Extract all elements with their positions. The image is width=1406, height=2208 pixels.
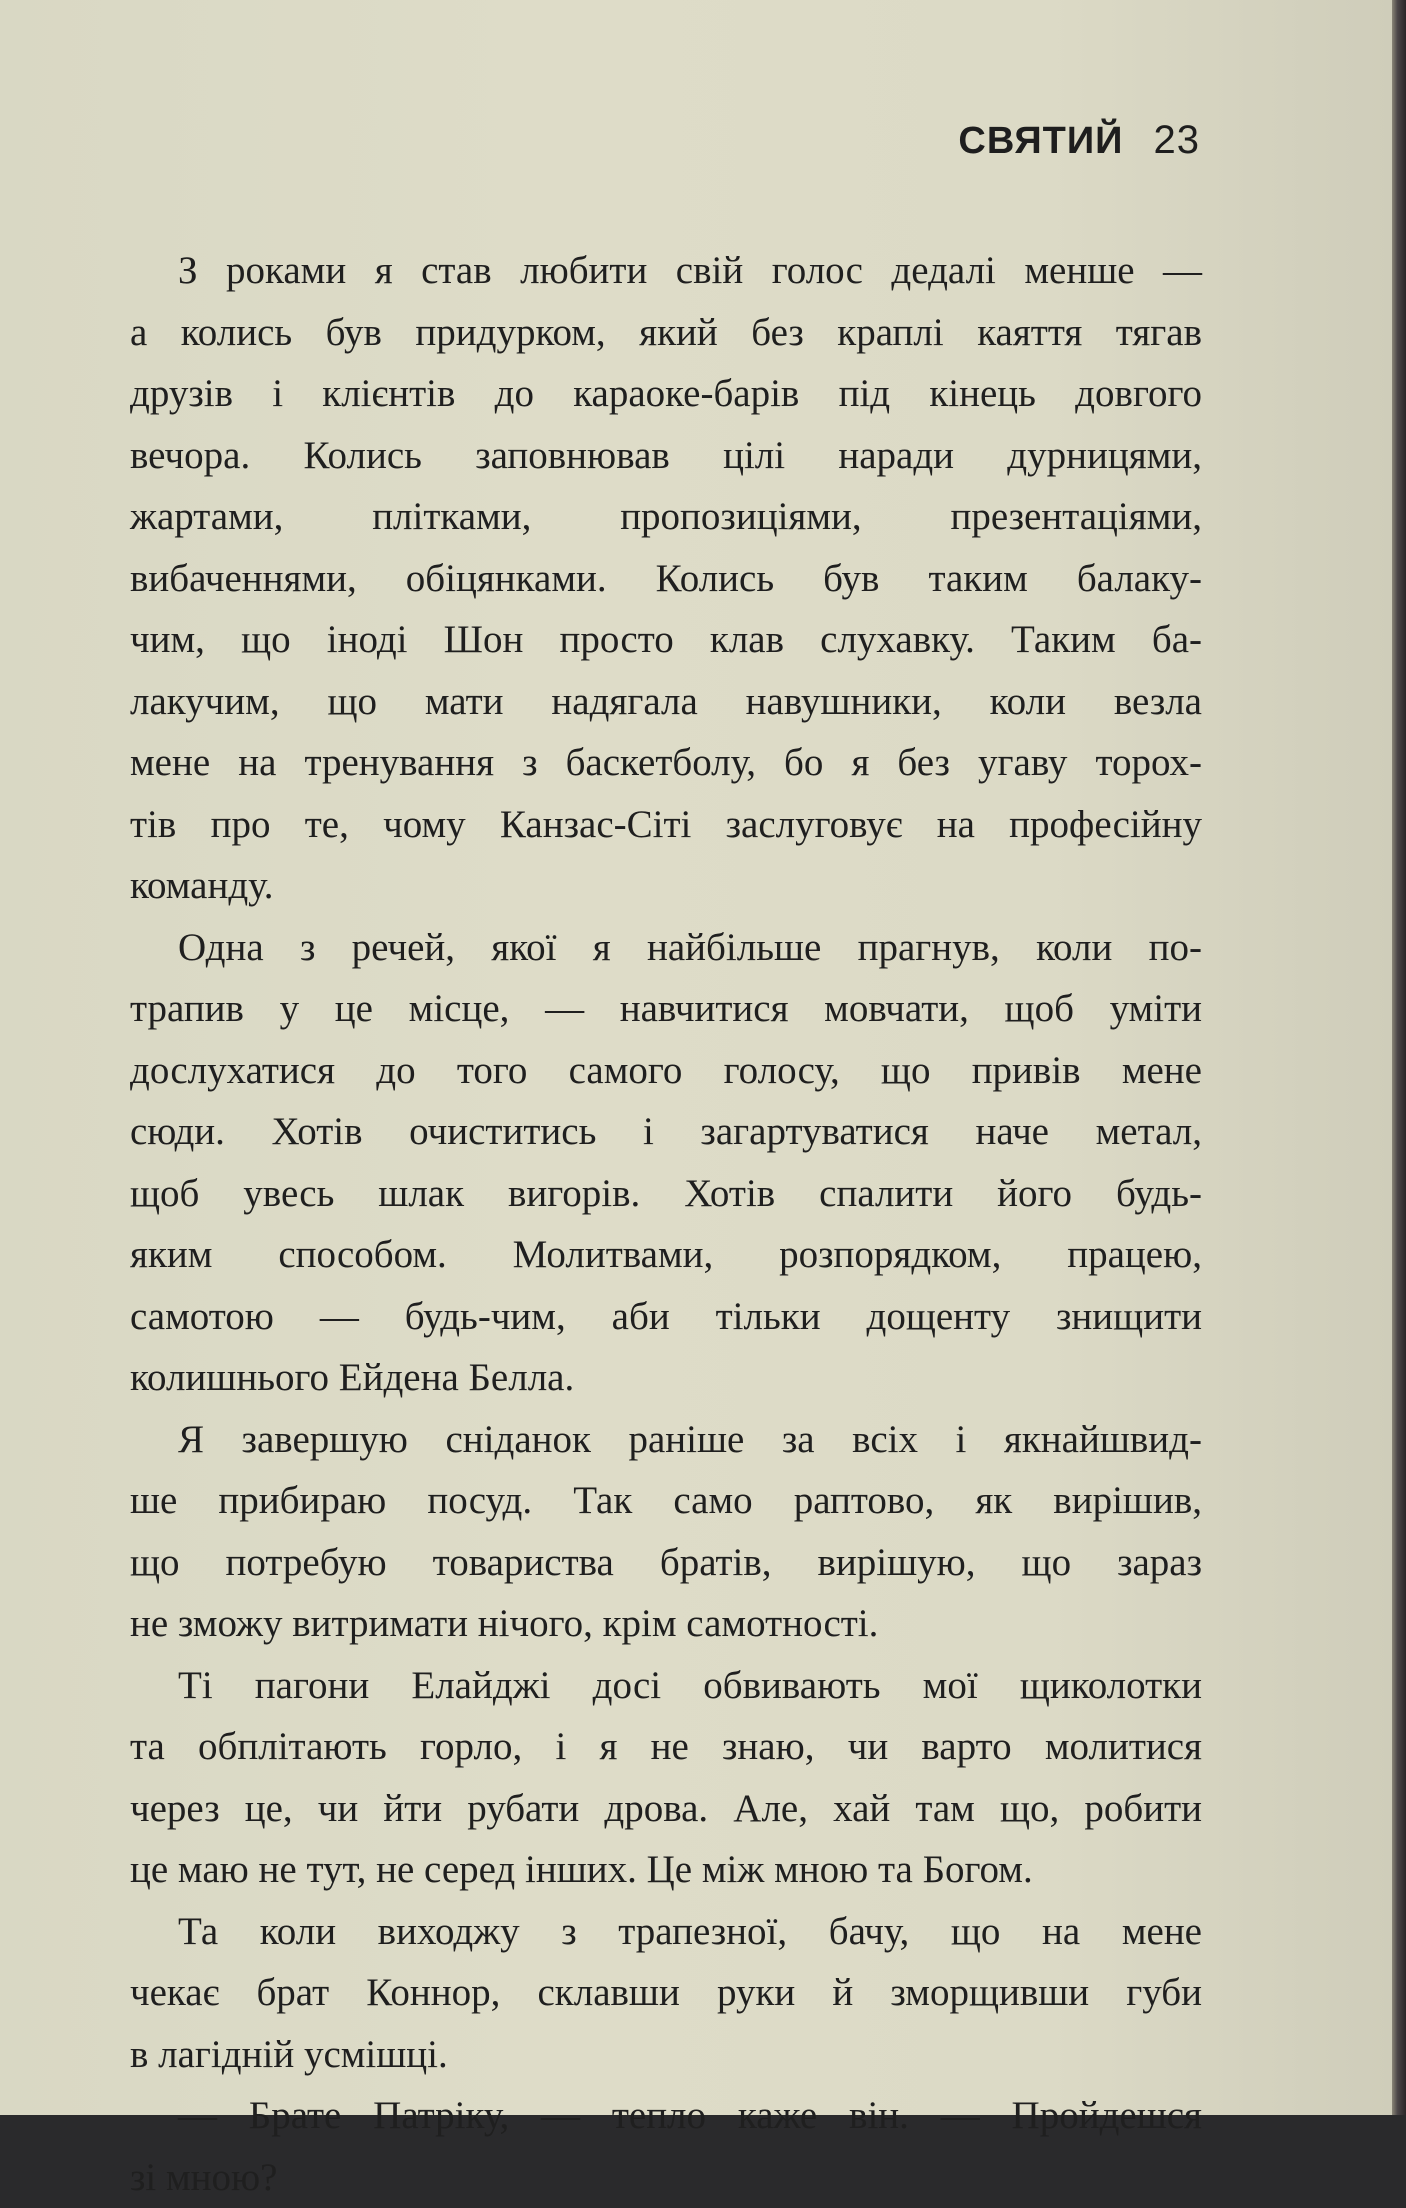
paragraph xyxy=(130,1409,1202,1655)
paragraph xyxy=(130,2085,1202,2208)
text-line: З роками я став любити свій голос дедалі менше — xyxy=(130,240,1202,302)
text-line: Ті пагони Елайджі досі обвивають мої щиколотки xyxy=(130,1655,1202,1717)
text-line: в лагідній усмішці. xyxy=(130,2024,1202,2086)
text-line: що потребую товариства братів, вирішую, що зараз xyxy=(130,1532,1202,1594)
text-line: самотою — будь-чим, аби тільки дощенту знищити xyxy=(130,1286,1202,1348)
paragraph xyxy=(130,917,1202,1409)
text-line: команду. xyxy=(130,855,1202,917)
text-line: чим, що іноді Шон просто клав слухавку. Таким ба- xyxy=(130,609,1202,671)
chapter-title: СВЯТИЙ xyxy=(958,120,1123,162)
text-line: — Брате Патріку, — тепло каже він. — Пройдешся xyxy=(130,2085,1202,2147)
text-line: чекає брат Коннор, склавши руки й зморщивши губи xyxy=(130,1962,1202,2024)
text-line: колишнього Ейдена Белла. xyxy=(130,1347,1202,1409)
text-line: Та коли виходжу з трапезної, бачу, що на мене xyxy=(130,1901,1202,1963)
body-text xyxy=(130,240,1202,2208)
text-line: щоб увесь шлак вигорів. Хотів спалити його будь- xyxy=(130,1163,1202,1225)
text-line: Одна з речей, якої я найбільше прагнув, коли по- xyxy=(130,917,1202,979)
text-line: трапив у це місце, — навчитися мовчати, щоб уміти xyxy=(130,978,1202,1040)
text-line: жартами, плітками, пропозиціями, презентаціями, xyxy=(130,486,1202,548)
text-line: через це, чи йти рубати дрова. Але, хай там що, робити xyxy=(130,1778,1202,1840)
running-head xyxy=(958,118,1200,163)
text-line: не зможу витримати нічого, крім самотності. xyxy=(130,1593,1202,1655)
paragraph xyxy=(130,240,1202,917)
page-number: 23 xyxy=(1154,118,1201,162)
text-line: мене на тренування з баскетболу, бо я без угаву торох- xyxy=(130,732,1202,794)
text-line: зі мною? xyxy=(130,2147,1202,2208)
text-line: а колись був придурком, який без краплі каяття тягав xyxy=(130,302,1202,364)
book-spine xyxy=(1392,0,1406,2115)
text-line: лакучим, що мати надягала навушники, коли везла xyxy=(130,671,1202,733)
paragraph xyxy=(130,1901,1202,2086)
text-line: вечора. Колись заповнював цілі наради дурницями, xyxy=(130,425,1202,487)
paragraph xyxy=(130,1655,1202,1901)
text-line: ше прибираю посуд. Так само раптово, як вирішив, xyxy=(130,1470,1202,1532)
text-line: вибаченнями, обіцянками. Колись був таким балаку- xyxy=(130,548,1202,610)
text-line: це маю не тут, не серед інших. Це між мною та Богом. xyxy=(130,1839,1202,1901)
text-line: та обплітають горло, і я не знаю, чи варто молитися xyxy=(130,1716,1202,1778)
text-line: сюди. Хотів очиститись і загартуватися наче метал, xyxy=(130,1101,1202,1163)
text-line: дослухатися до того самого голосу, що привів мене xyxy=(130,1040,1202,1102)
text-line: тів про те, чому Канзас-Сіті заслуговує на професійну xyxy=(130,794,1202,856)
text-line: Я завершую сніданок раніше за всіх і якнайшвид- xyxy=(130,1409,1202,1471)
text-line: яким способом. Молитвами, розпорядком, працею, xyxy=(130,1224,1202,1286)
text-line: друзів і клієнтів до караоке-барів під кінець довгого xyxy=(130,363,1202,425)
